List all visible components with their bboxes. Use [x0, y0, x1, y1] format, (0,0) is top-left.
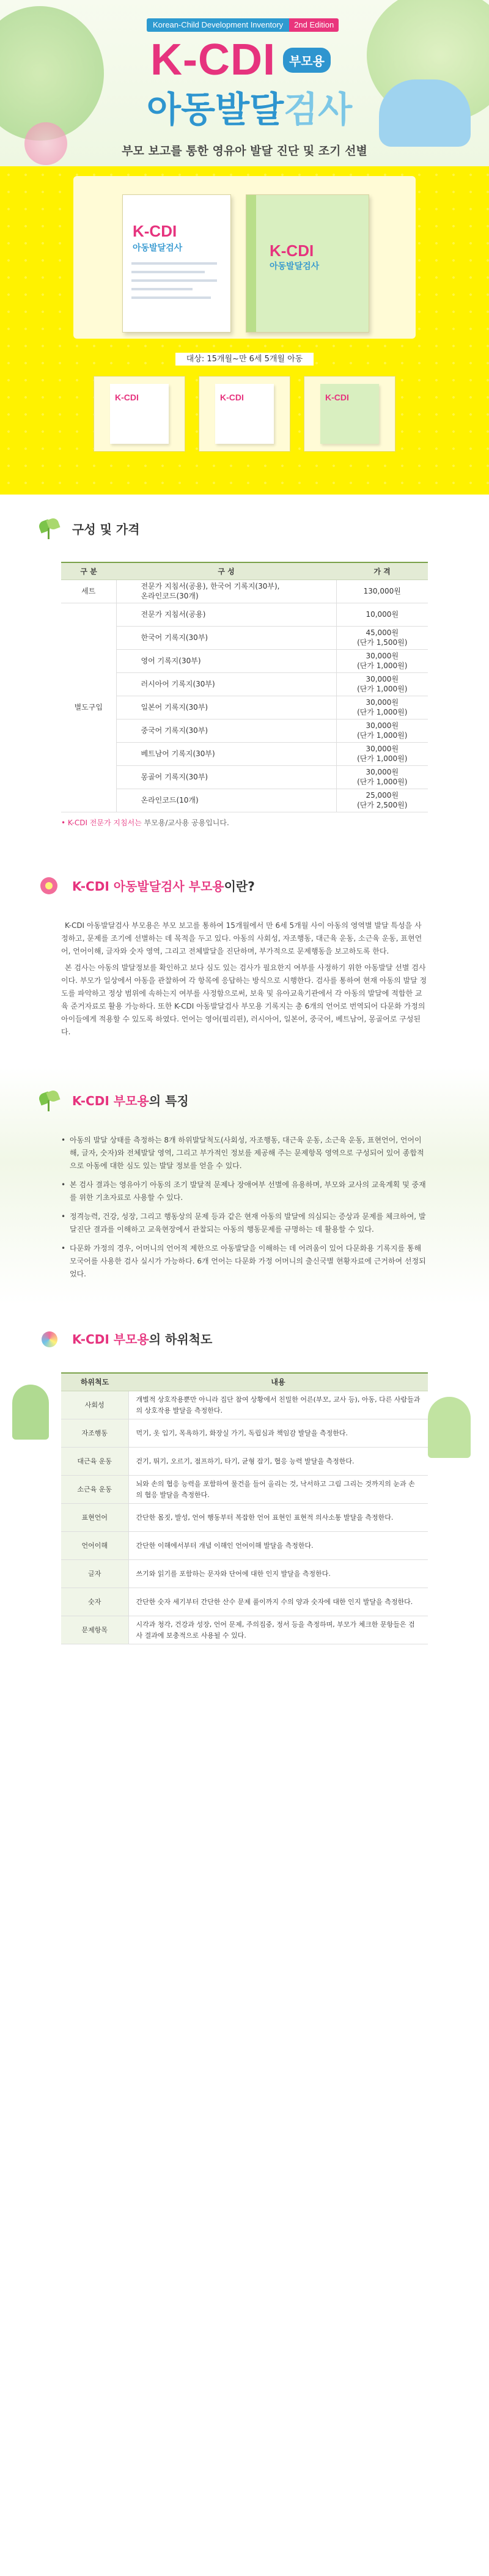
- subscale-description: 시각과 청각, 건강과 성장, 언어 문제, 주의집중, 정서 등을 측정하며, 부모가 체크한 문항들은 검사 결과에 보충적으로 사용될 수 있다.: [128, 1616, 428, 1644]
- subscale-description: 뇌와 손의 협응 능력을 포함하여 물건을 들어 올리는 것, 낙서하고 그림 그리는 것까지의 눈과 손의 협응 발달을 측정한다.: [128, 1476, 428, 1504]
- item-cell: 온라인코드(10개): [116, 789, 336, 812]
- section-header: [0, 1305, 489, 1372]
- subscale-name: 소근육 운동: [61, 1476, 128, 1504]
- subscale-table: [61, 1372, 428, 1645]
- item-cell: 중국어 기록지(30부): [116, 719, 336, 742]
- subscale-section: [0, 1305, 489, 1645]
- item-cell: 몽골어 기록지(30부): [116, 765, 336, 789]
- feature-item: • 정격능력, 건강, 성장, 그리고 행동상의 문제 등과 같은 현재 아동의 발달에 의심되는 증상과 문제를 체크하여, 발달진단 결과를 이해하고 교육현장에서 관찰되는 아동의 행동문제를 규명하는 데 활용할 수 있다.: [61, 1210, 428, 1236]
- subscale-name: 문제항목: [61, 1616, 128, 1644]
- subscale-name: 사회성: [61, 1391, 128, 1419]
- section-title: 구성 및 가격: [72, 521, 140, 537]
- table-row: [61, 1504, 428, 1532]
- manual-book-image: [246, 194, 369, 333]
- hero-banner: [0, 0, 489, 166]
- edition-number: 2nd Edition: [289, 18, 339, 32]
- table-row: [61, 649, 428, 672]
- table-row: [61, 742, 428, 765]
- book-subtitle: 아동발달검사: [133, 243, 183, 253]
- book-logo: K-CDI: [133, 222, 177, 240]
- price-cell: 10,000원: [336, 603, 428, 626]
- product-logo: [150, 35, 331, 84]
- intro-text: [61, 919, 428, 1039]
- table-row: [61, 603, 428, 626]
- section-title: K-CDI 부모용의 하위척도: [72, 1332, 213, 1347]
- product-thumbnails: [0, 376, 489, 452]
- item-cell: 전문가 지침서(공용): [116, 603, 336, 626]
- record-form-image: [122, 194, 231, 333]
- table-row: [61, 1532, 428, 1560]
- subscale-name: 자조행동: [61, 1419, 128, 1448]
- parent-badge: 부모용: [283, 48, 331, 73]
- subscale-description: 개별적 상호작용뿐만 아니라 집단 참여 상황에서 친밀한 어른(부모, 교사 등), 아동, 다른 사람들과의 상호작용 발달을 측정한다.: [128, 1391, 428, 1419]
- column-header: 구 성: [116, 562, 336, 580]
- table-row: [61, 719, 428, 742]
- product-showcase: [0, 166, 489, 495]
- hero-tagline: 부모 보고를 통한 영유아 발달 진단 및 조기 선별: [122, 144, 367, 158]
- feature-item: • 다문화 가정의 경우, 어머니의 언어적 제한으로 아동발달을 이해하는 데 어려움이 있어 다문화용 기록지를 통해 모국어를 사용한 검사 실시가 가능하다. 6개 언어는 다문화 가정 어머니의 출신국별 현황자료에 근거하여 선정되었다.: [61, 1242, 428, 1281]
- group-cell: 세트: [61, 580, 116, 603]
- subscale-description: 걷기, 뛰기, 오르기, 점프하기, 타기, 균형 잡기, 협응 능력 발달을 측정한다.: [128, 1448, 428, 1476]
- intro-section: [0, 852, 489, 1067]
- price-cell: 30,000원 (단가 1,000원): [336, 649, 428, 672]
- subtitle-suffix: 검사: [284, 89, 353, 130]
- subscale-name: 언어이해: [61, 1532, 128, 1560]
- price-cell: 25,000원 (단가 2,500원): [336, 789, 428, 812]
- feature-item: • 아동의 발달 상태를 측정하는 8개 하위발달척도(사회성, 자조행동, 대근육 운동, 소근육 운동, 표현언어, 언어이해, 글자, 숫자)와 전체발달 영역, 그리고 부가적인 정보를 제공해 주는 문제항목 영역으로 구성되어 있어 종합적으로 아동에 대한 심도 있는 발달 정보를 얻을 수 있다.: [61, 1134, 428, 1172]
- table-row: [61, 1560, 428, 1588]
- product-subtitle: [147, 89, 353, 130]
- book-subtitle: 아동발달검사: [270, 262, 320, 271]
- item-cell: 영어 기록지(30부): [116, 649, 336, 672]
- book-logo: K-CDI: [270, 241, 314, 260]
- subscale-description: 쓰기와 읽기를 포함하는 문자와 단어에 대한 인지 발달을 측정한다.: [128, 1560, 428, 1588]
- table-row: [61, 696, 428, 719]
- subscale-name: 글자: [61, 1560, 128, 1588]
- table-row: [61, 1419, 428, 1448]
- item-cell: 베트남어 기록지(30부): [116, 742, 336, 765]
- section-header: [0, 1067, 489, 1134]
- table-row: [61, 765, 428, 789]
- section-title: K-CDI 부모용의 특징: [72, 1094, 189, 1108]
- price-cell: 30,000원 (단가 1,000원): [336, 696, 428, 719]
- table-row: [61, 1616, 428, 1644]
- thumbnail-record-form-2[interactable]: K-CDI: [199, 376, 290, 452]
- item-cell: 일본어 기록지(30부): [116, 696, 336, 719]
- price-section: [0, 495, 489, 852]
- table-row: [61, 1588, 428, 1616]
- subscale-description: 간단한 숫자 세기부터 간단한 산수 문제 풀이까지 수의 양과 숫자에 대한 인지 발달을 측정한다.: [128, 1588, 428, 1616]
- table-row: [61, 672, 428, 696]
- candy-icon: [37, 1327, 61, 1351]
- item-cell: 러시아어 기록지(30부): [116, 672, 336, 696]
- price-cell: 30,000원 (단가 1,000원): [336, 765, 428, 789]
- thumbnail-record-form[interactable]: K-CDI: [94, 376, 185, 452]
- table-row: [61, 1476, 428, 1504]
- section-title: K-CDI 아동발달검사 부모용이란?: [72, 879, 255, 894]
- sprout-icon: [37, 516, 61, 540]
- tree-illustration-left: [0, 6, 104, 141]
- subscale-description: 간단한 이해에서부터 개념 이해인 언어이해 발달을 측정한다.: [128, 1532, 428, 1560]
- subscale-description: 간단한 몸짓, 발성, 언어 행동부터 복잡한 언어 표현인 표현적 의사소통 발달을 측정한다.: [128, 1504, 428, 1532]
- features-list: [61, 1134, 428, 1281]
- table-row: [61, 789, 428, 812]
- price-cell: 30,000원 (단가 1,000원): [336, 672, 428, 696]
- price-cell: 130,000원: [336, 580, 428, 603]
- elephant-illustration: [379, 79, 471, 147]
- section-header: [0, 852, 489, 919]
- group-cell: 별도구입: [61, 603, 116, 812]
- book-display: [73, 176, 416, 339]
- price-note: • K-CDI 전문가 지침서는 부모용/교사용 공용입니다.: [61, 818, 229, 827]
- subscale-name: 표현언어: [61, 1504, 128, 1532]
- table-row: [61, 626, 428, 649]
- flower-illustration: [24, 122, 67, 165]
- sprout-icon: [37, 1088, 61, 1113]
- table-row: [61, 580, 428, 603]
- price-cell: 30,000원 (단가 1,000원): [336, 719, 428, 742]
- intro-paragraph: K-CDI 아동발달검사 부모용은 부모 보고를 통하여 15개월에서 만 6세 5개월 사이 아동의 영역별 발달 특성을 사정하고, 문제를 조기에 선별하는 데 목적을 두고 있다. 아동의 사회성, 자조행동, 대근육 운동, 소근육 운동, 표현언어, 언어이해, 글자와 숫자 영역, 그리고 전체발달을 진단하며, 부가적으로 문제행동을 보고하도록 한다.: [61, 921, 422, 955]
- thumbnail-manual[interactable]: K-CDI: [304, 376, 395, 452]
- subscale-name: 대근육 운동: [61, 1448, 128, 1476]
- logo-text: K-CDI: [150, 35, 276, 84]
- edition-label: [147, 18, 339, 32]
- subscale-description: 먹기, 옷 입기, 목욕하기, 화장실 가기, 독립심과 책임감 발달을 측정한다.: [128, 1419, 428, 1448]
- features-section: [0, 1067, 489, 1305]
- flower-icon: [37, 874, 61, 898]
- table-row: [61, 1391, 428, 1419]
- section-header: [0, 495, 489, 562]
- intro-paragraph: 본 검사는 아동의 발달정보를 확인하고 보다 심도 있는 검사가 필요한지 여부를 사정하기 위한 아동발달 선별 검사이다. 부모가 일상에서 아동을 관찰하여 각 항목에 응답하는 방식으로 시행한다. 검사를 통하여 현재 아동의 발달 정도를 파악하고 정상 범위에 속하는지 여부를 사정함으로써, 보육 및 유아교육기관에서 각 아동의 발달에 적합한 교육 준거자료로 활용 가능하다. 또한 K-CDI 아동발달검사 부모용 기록지는 총 6개의 언어로 번역되어 다문화 가정의 아이들에게 적용할 수 있도록 하였다. 언어는 영어(필리핀), 러시아어, 일본어, 중국어, 베트남어, 몽골어로 구성된다.: [61, 963, 427, 1036]
- table-row: [61, 1448, 428, 1476]
- column-header: 구 분: [61, 562, 116, 580]
- column-header: 하위척도: [61, 1373, 128, 1391]
- price-cell: 45,000원 (단가 1,500원): [336, 626, 428, 649]
- column-header: 내용: [128, 1373, 428, 1391]
- price-cell: 30,000원 (단가 1,000원): [336, 742, 428, 765]
- feature-item: • 본 검사 결과는 영유아기 아동의 조기 발달적 문제나 장애여부 선별에 유용하며, 부모와 교사의 교육계획 및 중재를 위한 기초자료로 사용할 수 있다.: [61, 1179, 428, 1204]
- item-cell: 한국어 기록지(30부): [116, 626, 336, 649]
- subtitle-main: 아동발달: [147, 89, 284, 130]
- price-table: [61, 562, 428, 812]
- item-cell: 전문가 지침서(공용), 한국어 기록지(30부), 온라인코드(30개): [116, 580, 336, 603]
- target-age-label: 대상: 15개월~만 6세 5개월 아동: [73, 352, 416, 364]
- subscale-name: 숫자: [61, 1588, 128, 1616]
- column-header: 가 격: [336, 562, 428, 580]
- edition-title: Korean-Child Development Inventory: [147, 18, 289, 32]
